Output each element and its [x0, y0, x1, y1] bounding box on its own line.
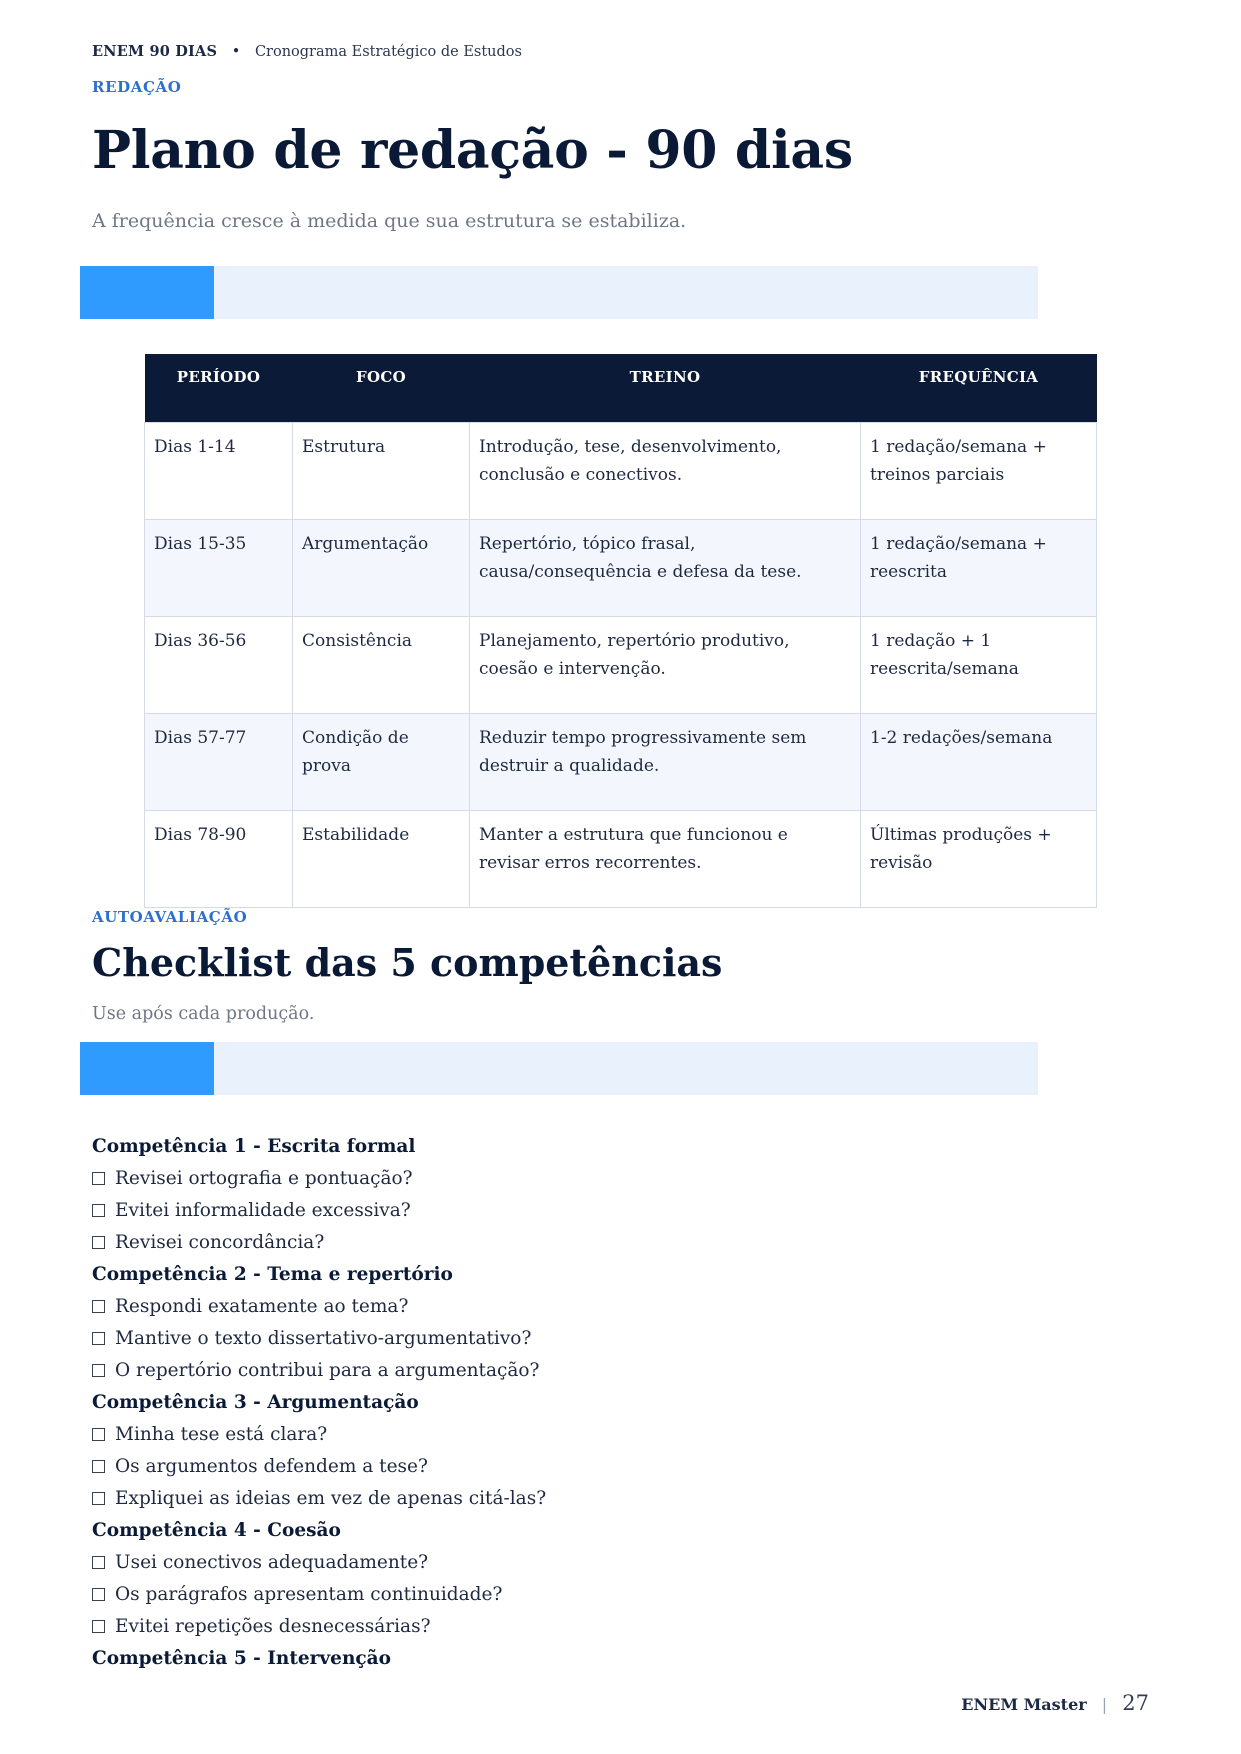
checklist-progress-fill: [80, 1042, 214, 1095]
checkbox-icon[interactable]: [92, 1300, 105, 1313]
checklist-item-label: Expliquei as ideias em vez de apenas citá-las?: [115, 1488, 547, 1509]
checkbox-icon[interactable]: [92, 1204, 105, 1217]
footer-brand: ENEM Master: [961, 1695, 1087, 1714]
table-row: [145, 519, 1097, 616]
checkbox-icon[interactable]: [92, 1332, 105, 1345]
cell-treino: Reduzir tempo progressivamente sem destruir a qualidade.: [470, 713, 861, 810]
cell-treino: Planejamento, repertório produtivo, coesão e intervenção.: [470, 616, 861, 713]
cell-foco: Condição de prova: [293, 713, 470, 810]
cell-frequencia: 1 redação/semana + treinos parciais: [861, 422, 1097, 519]
checklist-item: [92, 1195, 892, 1227]
competency-title: Competência 4 - Coesão: [92, 1520, 341, 1541]
cell-foco: Estabilidade: [293, 810, 470, 907]
cell-foco: Estrutura: [293, 422, 470, 519]
cell-treino: Manter a estrutura que funcionou e revisar erros recorrentes.: [470, 810, 861, 907]
checklist-item: [92, 1355, 892, 1387]
competency-title: Competência 2 - Tema e repertório: [92, 1264, 453, 1285]
cell-frequencia: 1 redação/semana + reescrita: [861, 519, 1097, 616]
section-kicker-redacao: REDAÇÃO: [92, 78, 182, 96]
checklist-item-label: Os argumentos defendem a tese?: [115, 1456, 428, 1477]
checklist-item-label: Respondi exatamente ao tema?: [115, 1296, 409, 1317]
section-kicker-autoavaliacao: AUTOAVALIAÇÃO: [92, 908, 248, 926]
checklist-item: [92, 1291, 892, 1323]
cell-periodo: Dias 36-56: [145, 616, 293, 713]
table-row: [145, 616, 1097, 713]
checklist-item-label: Mantive o texto dissertativo-argumentativo?: [115, 1328, 532, 1349]
checklist-progress-bar: [80, 1042, 1038, 1095]
checklist-item: [92, 1163, 892, 1195]
checklist-item: [92, 1419, 892, 1451]
competency-checklist: [92, 1131, 892, 1675]
study-plan-table: [144, 354, 1097, 908]
table-row: [145, 810, 1097, 907]
footer-separator: |: [1101, 1695, 1108, 1714]
checkbox-icon[interactable]: [92, 1172, 105, 1185]
cell-periodo: Dias 1-14: [145, 422, 293, 519]
checklist-item-label: Os parágrafos apresentam continuidade?: [115, 1584, 503, 1605]
table-header-row: [145, 354, 1097, 422]
cell-treino: Repertório, tópico frasal, causa/consequência e defesa da tese.: [470, 519, 861, 616]
checklist-item: [92, 1227, 892, 1259]
checklist-item-label: Minha tese está clara?: [115, 1424, 328, 1445]
cell-frequencia: 1-2 redações/semana: [861, 713, 1097, 810]
checklist-item-label: O repertório contribui para a argumentação?: [115, 1360, 540, 1381]
checklist-item: [92, 1579, 892, 1611]
checklist-item: [92, 1323, 892, 1355]
competency-title: Competência 3 - Argumentação: [92, 1392, 419, 1413]
page-lede: A frequência cresce à medida que sua estrutura se estabiliza.: [92, 210, 687, 232]
running-head-separator: •: [231, 44, 241, 60]
header-periodo: PERÍODO: [145, 354, 293, 422]
checklist-title: Checklist das 5 competências: [92, 940, 723, 985]
checklist-item: [92, 1547, 892, 1579]
competency-title: Competência 1 - Escrita formal: [92, 1136, 416, 1157]
cell-periodo: Dias 57-77: [145, 713, 293, 810]
competency-title: Competência 5 - Intervenção: [92, 1648, 391, 1669]
checkbox-icon[interactable]: [92, 1236, 105, 1249]
running-head-subtitle: Cronograma Estratégico de Estudos: [254, 44, 522, 60]
checkbox-icon[interactable]: [92, 1460, 105, 1473]
page-title: Plano de redação - 90 dias: [92, 120, 853, 181]
checklist-item: [92, 1611, 892, 1643]
cell-periodo: Dias 15-35: [145, 519, 293, 616]
checklist-item-label: Evitei repetições desnecessárias?: [115, 1616, 431, 1637]
table-row: [145, 713, 1097, 810]
cell-foco: Argumentação: [293, 519, 470, 616]
section-progress-bar: [80, 266, 1038, 319]
cell-frequencia: 1 redação + 1 reescrita/semana: [861, 616, 1097, 713]
table-row: [145, 422, 1097, 519]
checkbox-icon[interactable]: [92, 1364, 105, 1377]
header-treino: TREINO: [470, 354, 861, 422]
cell-treino: Introdução, tese, desenvolvimento, conclusão e conectivos.: [470, 422, 861, 519]
checklist-item: [92, 1483, 892, 1515]
page-footer: [961, 1691, 1149, 1715]
checklist-item: [92, 1451, 892, 1483]
running-head-brand: ENEM 90 DIAS: [92, 43, 218, 60]
running-head: [92, 43, 522, 60]
checkbox-icon[interactable]: [92, 1428, 105, 1441]
checkbox-icon[interactable]: [92, 1556, 105, 1569]
page-number: 27: [1122, 1691, 1149, 1715]
cell-periodo: Dias 78-90: [145, 810, 293, 907]
checkbox-icon[interactable]: [92, 1492, 105, 1505]
header-foco: FOCO: [293, 354, 470, 422]
section-progress-fill: [80, 266, 214, 319]
cell-frequencia: Últimas produções + revisão: [861, 810, 1097, 907]
checklist-item-label: Revisei concordância?: [115, 1232, 325, 1253]
header-frequencia: FREQUÊNCIA: [861, 354, 1097, 422]
checkbox-icon[interactable]: [92, 1588, 105, 1601]
checklist-item-label: Revisei ortografia e pontuação?: [115, 1168, 413, 1189]
checklist-lede: Use após cada produção.: [92, 1004, 315, 1024]
cell-foco: Consistência: [293, 616, 470, 713]
checklist-item-label: Usei conectivos adequadamente?: [115, 1552, 429, 1573]
checkbox-icon[interactable]: [92, 1620, 105, 1633]
checklist-item-label: Evitei informalidade excessiva?: [115, 1200, 411, 1221]
